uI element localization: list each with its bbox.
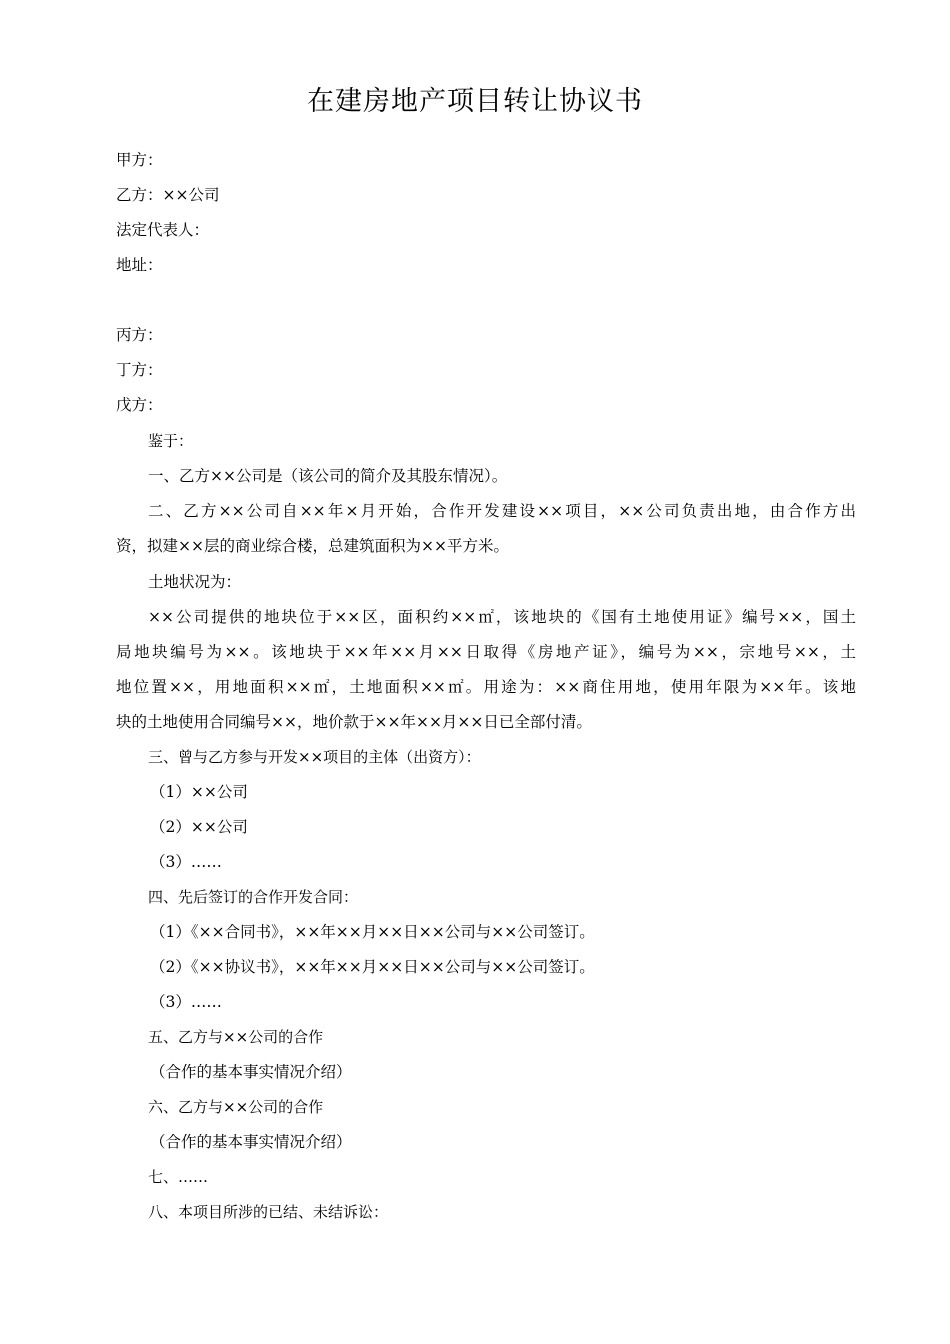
address-label: 地址： (116, 256, 163, 274)
clause-8-heading: 八、本项目所涉的已结、未结诉讼： (148, 1203, 389, 1221)
clause-5-body: （合作的基本事实情况介绍） (150, 1063, 352, 1081)
clause-3-item-3: （3）…… (150, 853, 222, 871)
clause-4-heading: 四、先后签订的合作开发合同： (148, 888, 359, 906)
clause-6-body: （合作的基本事实情况介绍） (150, 1133, 352, 1151)
document-title: 在建房地产项目转让协议书 (307, 86, 643, 117)
land-status-line-1: ××公司提供的地块位于××区，面积约××㎡，该地块的《国有土地使用证》编号××，国土 (148, 608, 856, 626)
clause-4-item-1: （1）《××合同书》，××年××月××日××公司与××公司签订。 (150, 923, 595, 941)
land-status-heading: 土地状况为： (148, 573, 242, 591)
clause-3-item-2: （2）××公司 (150, 818, 248, 836)
clause-5-heading: 五、乙方与××公司的合作 (148, 1028, 324, 1046)
party-c-label: 丙方： (116, 326, 163, 344)
land-status-line-4: 块的土地使用合同编号××，地价款于××年××月××日已全部付清。 (116, 713, 592, 731)
clause-2-line-1: 二、乙方××公司自××年×月开始，合作开发建设××项目，××公司负责出地，由合作方出 (148, 502, 856, 520)
clause-3-heading: 三、曾与乙方参与开发××项目的主体（出资方）： (148, 748, 481, 766)
clause-1: 一、乙方××公司是（该公司的简介及其股东情况）。 (148, 467, 508, 485)
clause-3-item-1: （1）××公司 (150, 783, 248, 801)
whereas-heading: 鉴于： (148, 432, 194, 450)
legal-rep-label: 法定代表人： (116, 221, 210, 239)
clause-4-item-3: （3）…… (150, 993, 222, 1011)
party-d-label: 丁方： (116, 361, 163, 379)
clause-4-item-2: （2）《××协议书》，××年××月××日××公司与××公司签订。 (150, 958, 595, 976)
clause-7: 七、…… (148, 1168, 209, 1186)
land-status-line-2: 局地块编号为××。该地块于××年××月××日取得《房地产证》，编号为××，宗地号××，土 (116, 643, 856, 661)
party-e-label: 戊方： (116, 396, 163, 414)
clause-6-heading: 六、乙方与××公司的合作 (148, 1098, 324, 1116)
party-a-label: 甲方： (116, 151, 163, 169)
party-b-label: 乙方：××公司 (116, 186, 220, 204)
clause-2-line-2: 资，拟建××层的商业综合楼，总建筑面积为××平方米。 (116, 537, 509, 555)
land-status-line-3: 地位置××，用地面积××㎡，土地面积××㎡。用途为：××商住用地，使用年限为××年。该地 (116, 678, 856, 696)
